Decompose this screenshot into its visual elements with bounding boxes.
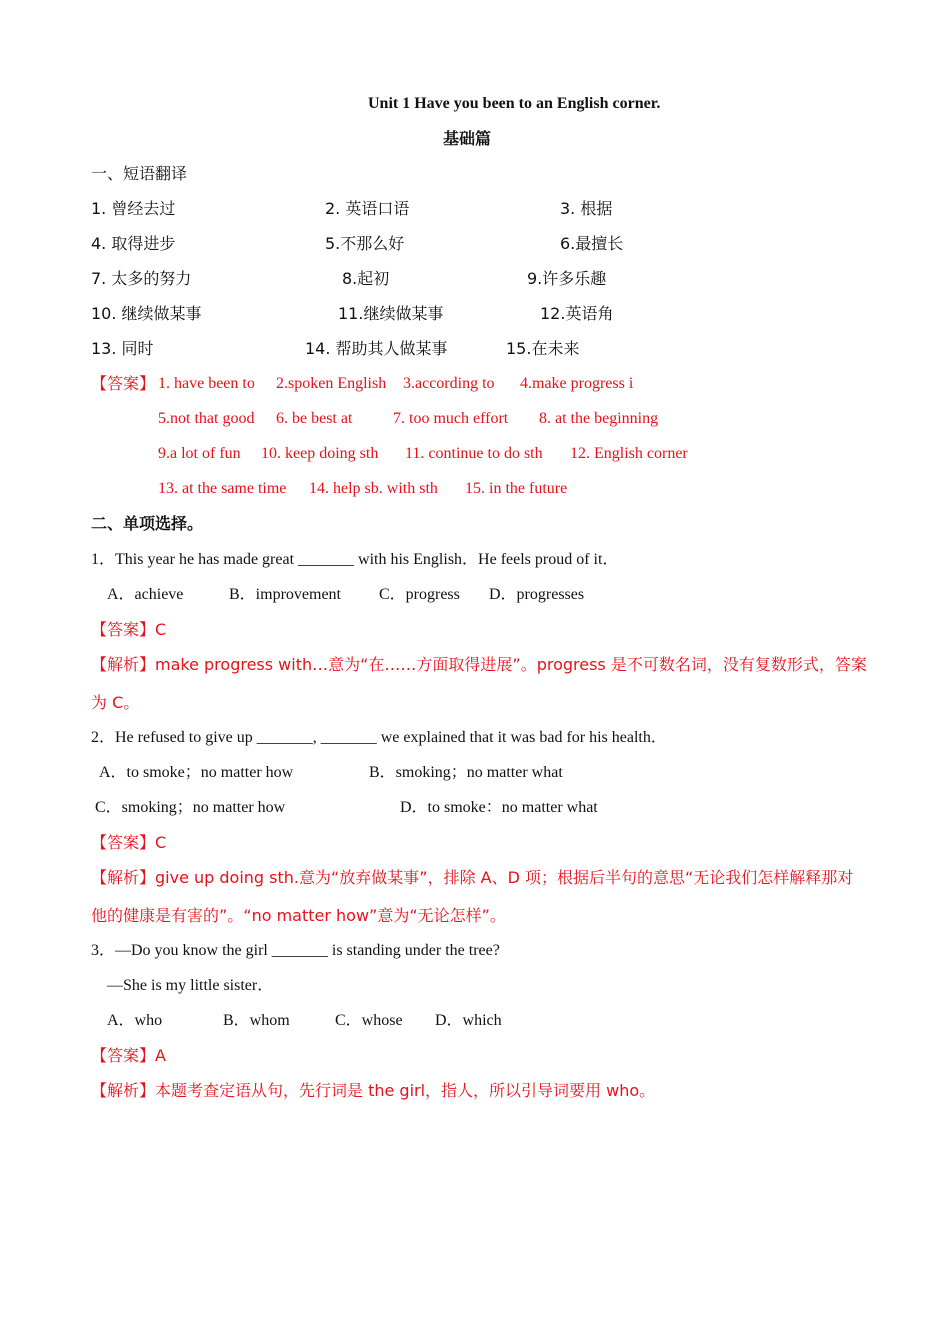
phrase-item: 12.英语角 — [540, 304, 614, 323]
phrase-item: 14. 帮助其人做某事 — [305, 339, 448, 358]
answer-3: 【答案】A — [91, 1046, 166, 1065]
question-2: 2．He refused to give up _______, _______ we explained that it was bad for his health． — [91, 729, 667, 746]
answer-item: 15. in the future — [465, 480, 568, 497]
answer-item: 7. too much effort — [393, 410, 509, 427]
option-3b: B．whom — [223, 1012, 290, 1029]
question-3: 3．—Do you know the girl _______ is standing under the tree? — [91, 942, 500, 959]
option-3c: C．whose — [335, 1012, 403, 1029]
option-2a: A．to smoke；no matter how — [99, 764, 294, 781]
phrase-item: 3. 根据 — [560, 199, 613, 218]
answer-item: 3.according to — [403, 375, 495, 392]
answer-item: 5.not that good — [158, 410, 255, 427]
option-1b: B．improvement — [229, 586, 341, 603]
answer-2: 【答案】C — [91, 833, 167, 852]
analysis-1: 【解析】make progress with…意为“在……方面取得进展”。progress 是不可数名词，没有复数形式，答案 — [91, 655, 867, 674]
phrase-item: 11.继续做某事 — [338, 304, 444, 323]
phrase-item: 10. 继续做某事 — [91, 304, 202, 323]
option-1c: C．progress — [379, 586, 460, 603]
analysis-1-cont: 为 C。 — [91, 693, 140, 712]
phrase-item: 13. 同时 — [91, 339, 154, 358]
phrase-item: 5.不那么好 — [325, 234, 405, 253]
phrase-item: 2. 英语口语 — [325, 199, 410, 218]
analysis-2-cont: 他的健康是有害的”。“no matter how”意为“无论怎样”。 — [91, 906, 506, 925]
answer-item: 11. continue to do sth — [405, 445, 543, 462]
option-1a: A．achieve — [107, 586, 184, 603]
phrase-item: 6.最擅长 — [560, 234, 624, 253]
section-heading-choice: 二、单项选择。 — [91, 514, 204, 533]
phrase-item: 9.许多乐趣 — [527, 269, 607, 288]
answer-item: 8. at the beginning — [539, 410, 659, 427]
option-3d: D．which — [435, 1012, 502, 1029]
option-3a: A．who — [107, 1012, 163, 1029]
phrase-item: 8.起初 — [342, 269, 390, 288]
phrase-item: 1. 曾经去过 — [91, 199, 176, 218]
answer-item: 1. have been to — [158, 375, 255, 392]
page-title: Unit 1 Have you been to an English corner. — [368, 95, 661, 112]
phrase-item: 15.在未来 — [506, 339, 580, 358]
answer-item: 4.make progress i — [520, 375, 634, 392]
answer-item: 12. English corner — [570, 445, 688, 462]
section-heading-translation: 一、短语翻译 — [91, 164, 188, 183]
question-3-reply: —She is my little sister． — [107, 977, 274, 994]
option-1d: D．progresses — [489, 586, 585, 603]
option-2b: B．smoking；no matter what — [369, 764, 563, 781]
option-2c: C．smoking；no matter how — [95, 799, 286, 816]
question-1: 1．This year he has made great _______ with his English．He feels proud of it． — [91, 551, 619, 568]
answer-1: 【答案】C — [91, 620, 167, 639]
answer-item: 9.a lot of fun — [158, 445, 241, 462]
answer-item: 2.spoken English — [276, 375, 387, 392]
analysis-2: 【解析】give up doing sth.意为“放弃做某事”，排除 A、D 项；根据后半句的意思“无论我们怎样解释那对 — [91, 868, 854, 887]
answer-item: 6. be best at — [276, 410, 353, 427]
answer-item: 10. keep doing sth — [261, 445, 379, 462]
page-subtitle: 基础篇 — [443, 129, 492, 148]
answer-tag: 【答案】 — [91, 374, 156, 393]
answer-item: 13. at the same time — [158, 480, 287, 497]
answer-item: 14. help sb. with sth — [309, 480, 438, 497]
phrase-item: 7. 太多的努力 — [91, 269, 192, 288]
option-2d: D．to smoke：no matter what — [400, 799, 598, 816]
phrase-item: 4. 取得进步 — [91, 234, 176, 253]
analysis-3: 【解析】本题考查定语从句，先行词是 the girl，指人，所以引导词要用 who。 — [91, 1081, 656, 1100]
